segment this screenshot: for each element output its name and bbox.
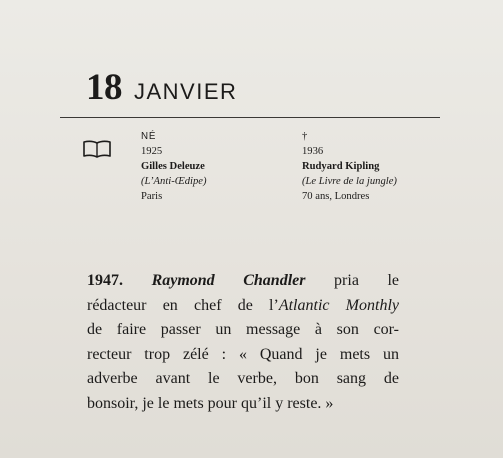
born-year: 1925 bbox=[141, 146, 163, 157]
born-work: (L’Anti-Œdipe) bbox=[141, 176, 207, 187]
anecdote-line: bonsoir, je le mets pour qu’il y reste. » bbox=[87, 394, 334, 412]
died-year: 1936 bbox=[302, 146, 324, 157]
died-name: Rudyard Kipling bbox=[302, 161, 380, 172]
died-place: 70 ans, Londres bbox=[302, 191, 370, 202]
magazine-title: Atlantic Monthly bbox=[278, 296, 400, 314]
dagger-mark: † bbox=[302, 131, 308, 142]
anecdote-paragraph bbox=[87, 269, 399, 416]
died-work: (Le Livre de la jungle) bbox=[302, 176, 397, 187]
day-number: 18 bbox=[86, 67, 122, 108]
entry-year: 1947. bbox=[87, 272, 123, 289]
entry-text: rédacteur en chef de l’ bbox=[87, 296, 279, 314]
anecdote-line bbox=[87, 294, 399, 319]
born-place: Paris bbox=[141, 191, 163, 202]
born-name: Gilles Deleuze bbox=[141, 161, 205, 172]
born-label: NÉ bbox=[141, 131, 157, 142]
date-heading bbox=[86, 66, 237, 109]
entry-author: Raymond Chandler bbox=[151, 272, 306, 289]
deaths-column bbox=[302, 129, 397, 204]
anecdote-line bbox=[87, 269, 399, 294]
anecdote-line: de faire passer un message à son cor- bbox=[87, 321, 399, 338]
month-name: JANVIER bbox=[134, 79, 238, 104]
open-book-icon bbox=[82, 139, 112, 159]
anecdote-line: adverbe avant le verbe, bon sang de bbox=[87, 370, 399, 387]
births-column bbox=[141, 129, 207, 204]
entry-text: pria le bbox=[305, 272, 400, 289]
anecdote-line: recteur trop zélé : « Quand je mets un bbox=[87, 345, 399, 363]
header-rule bbox=[60, 117, 440, 118]
